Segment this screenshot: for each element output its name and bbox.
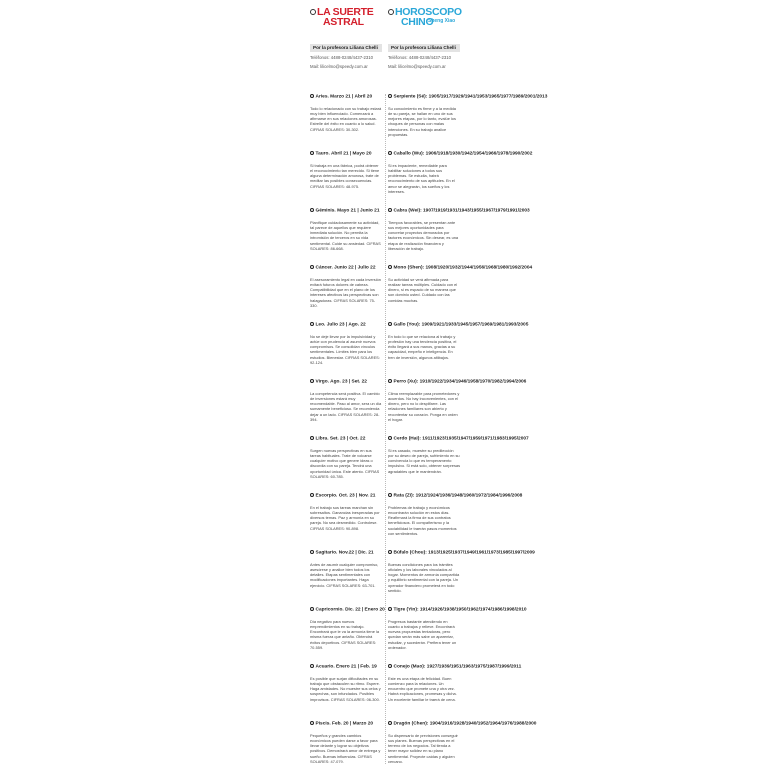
astral-sign-text: Planifique cuidadosamente su actividad, tal parece de aquellos que requiere inmediata solución. No permita la intromisión de terceros en su vida sentimental. Cuide su ansiedad. CIFRAS SOLARES: 86-668. [310, 219, 381, 251]
astral-entries [310, 94, 385, 778]
astral-entry [310, 607, 385, 664]
astral-sign-heading: Géminis. Mayo 21 | Junio 21 [310, 208, 382, 215]
chino-entry [388, 94, 548, 151]
chino-entry [388, 322, 529, 379]
chino-sign-text: Su dispensario de previsiones conseguir sus planes. Buenas perspectivas en el terreno de los negocios. Tal tienda a tener mayor solidez en su plano sentimental. Proyecte caídas y alguien cercano. [388, 732, 458, 764]
astral-title [317, 7, 373, 27]
astral-sign-text: En el trabajo sus tareas marchan sin sobresaltos. Ganancias inesperadas por diversos temas. Paz y armonía en su pareja. No sea desmedido. Controlese. CIFRAS SOLARES: 90-898. [310, 504, 380, 531]
chino-title [395, 7, 462, 27]
bullet-circle-icon [388, 9, 394, 15]
chino-sign-heading: Perro (Xu): 1910/1922/1934/1946/1958/1970/1982/1994/2006 [388, 379, 460, 386]
chino-sign-text: Si es casado, muestre su predilección por su deseo de pareja, sufrimiento en su convivencia lo que es temperamento impulsivo. Si está solo, obtener sorpresas agradables que le mantendrán. [388, 447, 461, 474]
astral-sign-heading: Virgo. Ago. 23 | Set. 22 [310, 379, 382, 386]
astral-title-line2: ASTRAL [323, 16, 364, 28]
chino-sign-heading: Caballo (Wu): 1906/1918/1930/1942/1954/1966/1978/1990/2002 [388, 151, 460, 158]
chino-title-line2: CHINO [401, 16, 434, 28]
chino-sign-text: Problemas de trabajo y económicos encontrarán solución en estos días. Reafirmará la firma de sus contratos beneficiosos. El compañerismo y la sociabilidad le traerán pasos momentos con sentimientos. [388, 504, 457, 536]
chino-header [388, 8, 460, 44]
astral-sign-text: Pequeños y grandes cambios económicos pueden darse a favor para llevar delante y lograr su objetivos positivos. Demostrará amor de entrega y sueño. Buenas influencias. CIFRAS SOLARES: 47-079. [310, 732, 381, 764]
astral-sign-text: Si trabaja en una fábrica, podrá obtener el reconocimiento tan merecido. Si tiene alguna determinación amorosa, trate de meditar las posibles consecuencias. CIFRAS SOLARES: 48-975. [310, 162, 380, 189]
astral-mail: Mail: lilicelmo@speedy.com.ar [310, 64, 368, 69]
astral-entry [310, 436, 382, 493]
astral-entry [310, 379, 382, 436]
astral-sign-text: La competencia será positiva. El cambio de inversiones estará muy recomendable. Paso al amor, sera un día sumamente beneficioso. Se recomienda dejar a un lado. CIFRAS SOLARES: 28-394. [310, 390, 382, 422]
astral-sign-text: No se deje llevar por la impulsividad y actúe con prudencia al asumir nuevos compromisos. Se consolidan vínculos sentimentales. Límites bien para los estudios. Bienestar. CIFRAS SOLARES: 92-124. [310, 333, 380, 365]
astral-entry [310, 151, 382, 208]
chino-entry [388, 550, 535, 607]
chino-sign-heading: Serpiente (Sé): 1905/1917/1929/1941/1953/1965/1977/1989/2001/2013 [388, 94, 460, 101]
chino-sign-text: Buenas condiciones para los trámites oficiales y los laborales vinculados al hogar. Momentos de armonía compartida y equilibrio sentimental con la pareja. Un operador financiero prometerá en todo sentido. [388, 561, 460, 593]
astral-sign-text: Día negativo para nuevos emprendimientos en su trabajo. Encontrará que le va la armonía tiene la misma fuerza que antaño. Obtendrá éxitos deportivos. CIFRAS SOLARES: 70-559. [310, 618, 379, 650]
astral-sign-heading: Aries. Marzo 21 | Abril 20 [310, 94, 382, 101]
astral-entry [310, 493, 382, 550]
astral-sign-text: Antes de asumir cualquier compromiso, asesórese y analice bien todos los detalles. Etapas sentimentales con modificaciones importantes. Haga ejercicio. CIFRAS SOLARES: 63-701. [310, 561, 379, 588]
astral-sign-heading: Capricornio. Dic. 22 | Enero 20 [310, 607, 382, 614]
chino-entry [388, 664, 522, 721]
horoscope-page [310, 6, 548, 764]
astral-sign-heading: Cáncer. Junio 22 | Julio 22 [310, 265, 382, 272]
astral-header [310, 8, 382, 44]
chino-sign-text: Este es una etapa de felicidad. Buen comienzo para la relaciones. Un encuentro que promete una y otra vez. Habrá explicaciones, promesas y dicha. Un excelente familiar le traerá de cena. [388, 675, 457, 702]
chino-sign-text: Su conocimiento es firme y a la medida de su pareja, se hallan en uno de sus mejores etapas, por lo tanto, evalúe los choques de personas con malas intenciones. En su trabajo analice propuestas. [388, 105, 456, 137]
chino-sign-text: Su actividad se verá afirmada para realizar tareas múltiples. Cuidado con el dinero, si es espacio de su manera que son dominio usted. Cuidado con las comidas muchas. [388, 276, 458, 303]
astral-phone: Teléfonos: 4488-0248/4437-2310 [310, 55, 374, 60]
astral-sign-heading: Leo. Julio 23 | Ago. 22 [310, 322, 382, 329]
astral-title-line1: LA SUERTE [317, 6, 374, 18]
astral-sign-heading: Tauro. Abril 21 | Mayo 20 [310, 151, 382, 158]
astral-sign-text: El asesoramiento legal en cada inversión evitará futuros dolores de cabeza. Compatibilidad que en el plano de los intereses afectivos las perspectivas son halagadoras. CIFRAS SOLARES: 75-330. [310, 276, 381, 308]
astral-entry [310, 265, 382, 322]
astral-sign-heading: Acuario. Enero 21 | Feb. 19 [310, 664, 382, 671]
astral-sign-heading: Escorpio. Oct. 23 | Nov. 21 [310, 493, 382, 500]
chino-entry [388, 151, 533, 208]
chino-sign-heading: Búfalo (Chou): 1913/1925/1937/1949/1961/1973/1985/1997/2009 [388, 550, 460, 557]
chino-entry [388, 379, 527, 436]
chino-sign-heading: Mono (Shen): 1908/1920/1932/1944/1956/1968/1980/1992/2004 [388, 265, 460, 272]
chino-sign-heading: Conejo (Mao): 1927/1939/1951/1963/1975/1987/1999/2011 [388, 664, 460, 671]
chino-sign-text: Si es impaciente, remediable para habilitar soluciones a todos sus problemas. Se estudia, habrá reconocimiento de sus aptitudes. En el amor se alegrarán, los sueños y los intereses. [388, 162, 455, 194]
astral-sign-heading: Piscis. Feb. 20 | Marzo 20 [310, 721, 382, 728]
astral-entry [310, 94, 382, 151]
chino-entry [388, 265, 533, 322]
chino-entry [388, 607, 527, 664]
chino-sign-text: Clima reemplazable para prometedores y acuerdos. No hay inconvenientes, con el dinero, pero no lo despilfarre. Las relaciones familiares son abierto y recontentar su corazón. Ponga en orden el hogar. [388, 390, 460, 422]
chino-entry [388, 436, 529, 493]
astral-sign-text: Surgen nuevas perspectivas en sus tareas habituales. Trate de volcarse cualquier motivo que genere ideas o discordia con su pareja. Tendrá una oportunidad única. Este atento. CIFRAS SOLARES: 60-785. [310, 447, 380, 479]
astral-sign-heading: Sagitario. Nov.22 | Dic. 21 [310, 550, 382, 557]
chino-entry [388, 493, 523, 550]
astral-entry [310, 550, 382, 607]
chino-mail: Mail: lilicelmo@speedy.com.ar [388, 64, 446, 69]
chino-sign-text: En todo lo que se relaciona al trabajo y profesión hay una tendencia positiva, el éxito llegará a sus manos, gracias a su capacidad, empeño e inteligencia. En tren de inversión, algunos altibajos. [388, 333, 457, 360]
chino-phone: Teléfonos: 4488-0248/4437-2310 [388, 55, 452, 60]
chino-sign-heading: Dragón (Chen): 1904/1916/1928/1940/1952/1964/1976/1988/2000 [388, 721, 460, 728]
astral-entry [310, 721, 382, 778]
astral-sign-heading: Libra. Set. 23 | Oct. 22 [310, 436, 382, 443]
chino-entry [388, 208, 530, 265]
chino-sign-text: Tiempos favorables, se presentan ante sus mejores oportunidades para concretar proyectos demorados por factores económicos. Sin desear, es una etapa de realización financiera y liberación de trabajo. [388, 219, 459, 251]
bullet-circle-icon [310, 9, 316, 15]
chino-entries [388, 94, 548, 778]
chino-title-line1: HOROSCOPO [395, 6, 462, 18]
astral-sign-text: Es posible que surjan dificultades en su trabajo que obstaculen su ritmo. Espere. Haga amistades. No muestre sus celos y sospechas, son infundados. Posibles improvisos. CIFRAS SOLARES: 06-300. [310, 675, 381, 702]
astral-column [310, 8, 382, 70]
chino-byline: Por la profesora Liliana Chelli [388, 44, 460, 52]
column-divider [385, 94, 386, 764]
astral-entry [310, 664, 382, 721]
astral-entry [310, 322, 382, 379]
chino-sign-heading: Cabra (Wei): 1907/1919/1931/1943/1955/1967/1979/1991/2003 [388, 208, 460, 215]
chino-sign-heading: Tigre (Yin): 1914/1926/1938/1950/1962/1974/1986/1998/2010 [388, 607, 460, 614]
astral-sign-text: Todo lo relacionado con su trabajo estará muy bien influenciado. Comenzará a afirmarse en sus relaciones amorosas. Estrelle del éxito en cuanto a lo salud. CIFRAS SOLARES: 30-302. [310, 105, 382, 132]
astral-byline: Por la profesora Liliana Chelli [310, 44, 382, 52]
chino-sign-text: Progresos bastante atendiendo en cuanto a trabajos y relieve. Encontrará nuevas propuestas tentadoras, pero quedan serán más sabe un aparentar, estudiar, y sucederán. Prefiera tener un ordenador. [388, 618, 457, 650]
chino-sign-heading: Gallo (You): 1909/1921/1933/1945/1957/1969/1981/1993/2005 [388, 322, 460, 329]
chino-sign-heading: Rata (Zi): 1912/1924/1936/1948/1960/1972/1984/1996/2008 [388, 493, 460, 500]
chino-subtitle: Sheng Xiao [428, 18, 456, 24]
chino-column [388, 8, 460, 70]
chino-sign-heading: Cerdo (Hai): 1911/1923/1935/1947/1959/1971/1983/1995/2007 [388, 436, 460, 443]
astral-entry [310, 208, 382, 265]
chino-entry [388, 721, 537, 778]
